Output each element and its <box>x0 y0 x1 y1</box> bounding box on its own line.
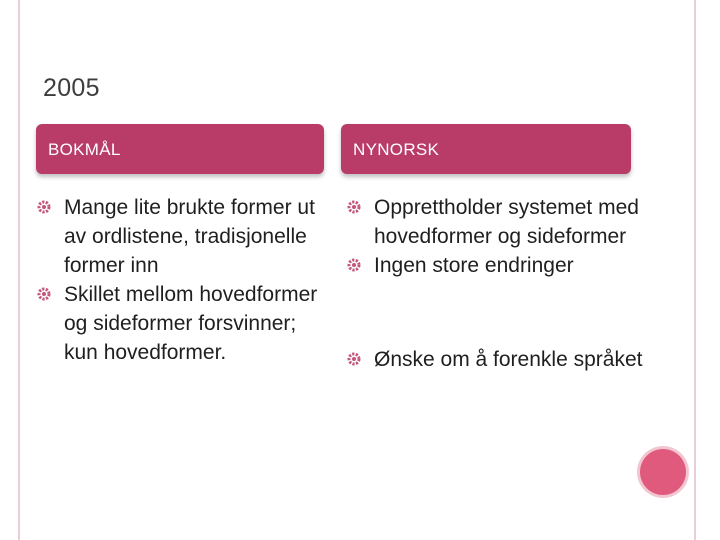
bullet-spacer <box>347 280 647 345</box>
bokmal-bullet-text: Skillet mellom hovedformer og sideformer forsvinner; kun hovedformer. <box>64 283 318 364</box>
bokmal-header-label: BOKMÅL <box>48 140 121 159</box>
gear-icon <box>347 352 361 366</box>
bokmal-header <box>36 124 324 174</box>
nynorsk-bullet-text: Ingen store endringer <box>374 254 574 277</box>
nynorsk-bullet <box>347 251 647 280</box>
nynorsk-bullet-text: Opprettholder systemet med hovedformer og sideformer <box>374 196 639 248</box>
bokmal-bullet <box>37 280 327 367</box>
bokmal-bullet-list <box>37 193 327 367</box>
slide-title: 2005 <box>43 74 100 102</box>
nynorsk-header-label: NYNORSK <box>353 140 440 159</box>
gear-icon <box>347 200 361 214</box>
gear-icon <box>37 287 51 301</box>
bokmal-bullet-text: Mange lite brukte former ut av ordlistene, tradisjonelle former inn <box>64 196 315 277</box>
nynorsk-bullet-text: Ønske om å forenkle språket <box>374 348 643 371</box>
nynorsk-bullet <box>347 193 647 251</box>
nynorsk-bullet <box>347 345 647 374</box>
nynorsk-header <box>341 124 631 174</box>
nynorsk-bullet-list <box>347 193 647 374</box>
gear-icon <box>37 200 51 214</box>
bokmal-bullet <box>37 193 327 280</box>
decorative-circle <box>640 449 686 495</box>
gear-icon <box>347 258 361 272</box>
